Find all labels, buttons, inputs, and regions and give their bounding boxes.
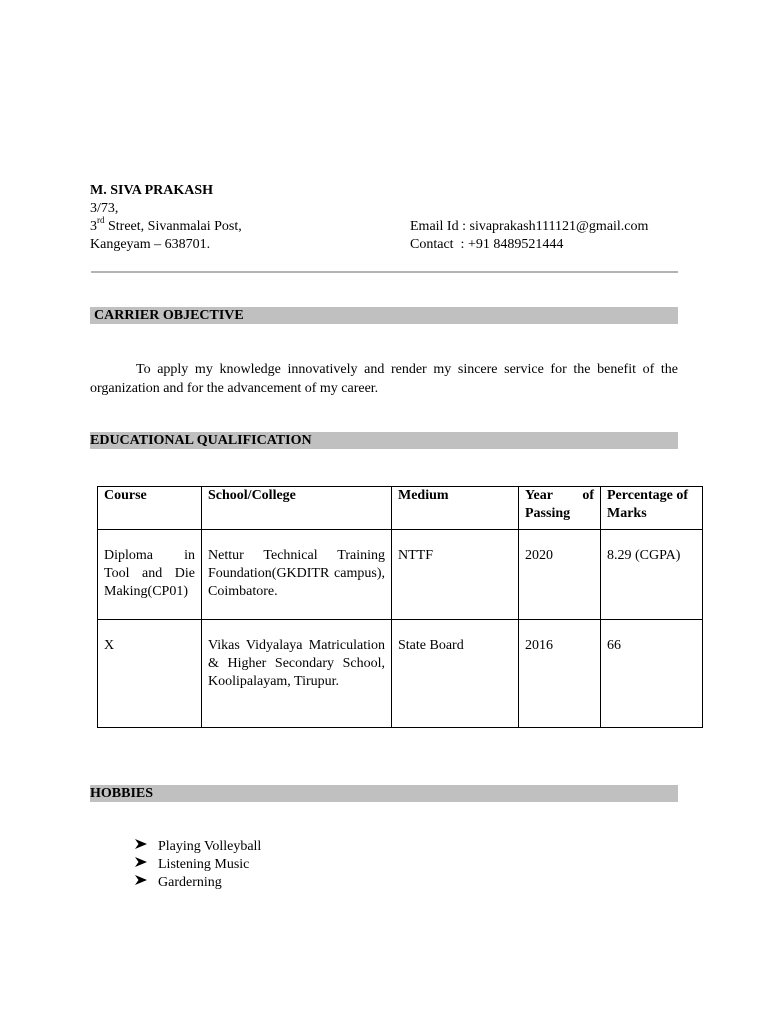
education-heading-bar — [90, 432, 678, 449]
candidate-name: M. SIVA PRAKASH — [90, 183, 214, 198]
cell-year — [519, 530, 601, 620]
address-line-2 — [90, 215, 242, 236]
header-divider — [91, 271, 678, 273]
cell-course-text: Diploma in Tool and Die Making(CP01) — [104, 548, 195, 599]
email-row — [410, 218, 648, 236]
cell-medium-text: State Board — [398, 638, 464, 653]
arrowhead-bullet-icon — [134, 838, 158, 856]
cell-school — [202, 530, 392, 620]
cell-course — [98, 620, 202, 728]
education-heading: EDUCATIONAL QUALIFICATION — [90, 433, 312, 448]
contact-value: +91 8489521444 — [467, 237, 564, 252]
hobby-label: Playing Volleyball — [158, 839, 262, 854]
cell-medium — [392, 620, 519, 728]
hobbies-heading-bar — [90, 785, 678, 802]
address-line-2-sup: rd — [97, 215, 105, 226]
objective-heading: CARRIER OBJECTIVE — [94, 308, 244, 323]
cell-course-text: X — [104, 638, 115, 653]
hobby-label: Garderning — [158, 875, 222, 890]
cell-course — [98, 530, 202, 620]
contact-label: Contact : — [410, 237, 468, 252]
cell-percentage — [601, 530, 703, 620]
contact-row — [410, 236, 563, 254]
cell-year-text: 2016 — [525, 638, 553, 653]
objective-heading-bar — [90, 307, 678, 324]
list-item — [134, 838, 261, 856]
address-line-3: Kangeyam – 638701. — [90, 237, 211, 252]
column-header-course: Course — [98, 487, 202, 530]
arrowhead-bullet-icon — [134, 856, 158, 874]
address-line-2-text: Street, Sivanmalai Post, — [104, 219, 242, 234]
education-table — [97, 486, 703, 728]
cell-percentage-text: 66 — [607, 638, 621, 653]
email-value: sivaprakash111121@gmail.com — [469, 219, 649, 234]
cell-school — [202, 620, 392, 728]
table-row — [98, 530, 703, 620]
cell-school-text: Nettur Technical Training Foundation(GKDITR campus), Coimbatore. — [208, 548, 385, 599]
table-row — [98, 620, 703, 728]
hobbies-heading: HOBBIES — [90, 786, 154, 801]
cell-percentage-text: 8.29 (CGPA) — [607, 548, 681, 563]
arrowhead-bullet-icon — [134, 874, 158, 892]
cell-school-text: Vikas Vidyalaya Matriculation & Higher Secondary School, Koolipalayam, Tirupur. — [208, 638, 385, 689]
cell-percentage — [601, 620, 703, 728]
email-label: Email Id : — [410, 219, 470, 234]
list-item — [134, 874, 222, 892]
table-header-row — [98, 487, 703, 530]
column-header-medium: Medium — [392, 487, 519, 530]
list-item — [134, 856, 249, 874]
address-line-1: 3/73, — [90, 201, 119, 216]
column-header-percentage: Percentage of Marks — [601, 487, 703, 530]
cell-medium-text: NTTF — [398, 548, 433, 563]
column-header-year: Year of Passing — [519, 487, 601, 530]
cell-year-text: 2020 — [525, 548, 553, 563]
address-line-2-number: 3 — [90, 219, 97, 234]
column-header-school: School/College — [202, 487, 392, 530]
cell-medium — [392, 530, 519, 620]
objective-text: To apply my knowledge innovatively and render my sincere service for the benefit of the organization and for the advancement of my career. — [90, 362, 678, 396]
hobby-label: Listening Music — [158, 857, 250, 872]
cell-year — [519, 620, 601, 728]
